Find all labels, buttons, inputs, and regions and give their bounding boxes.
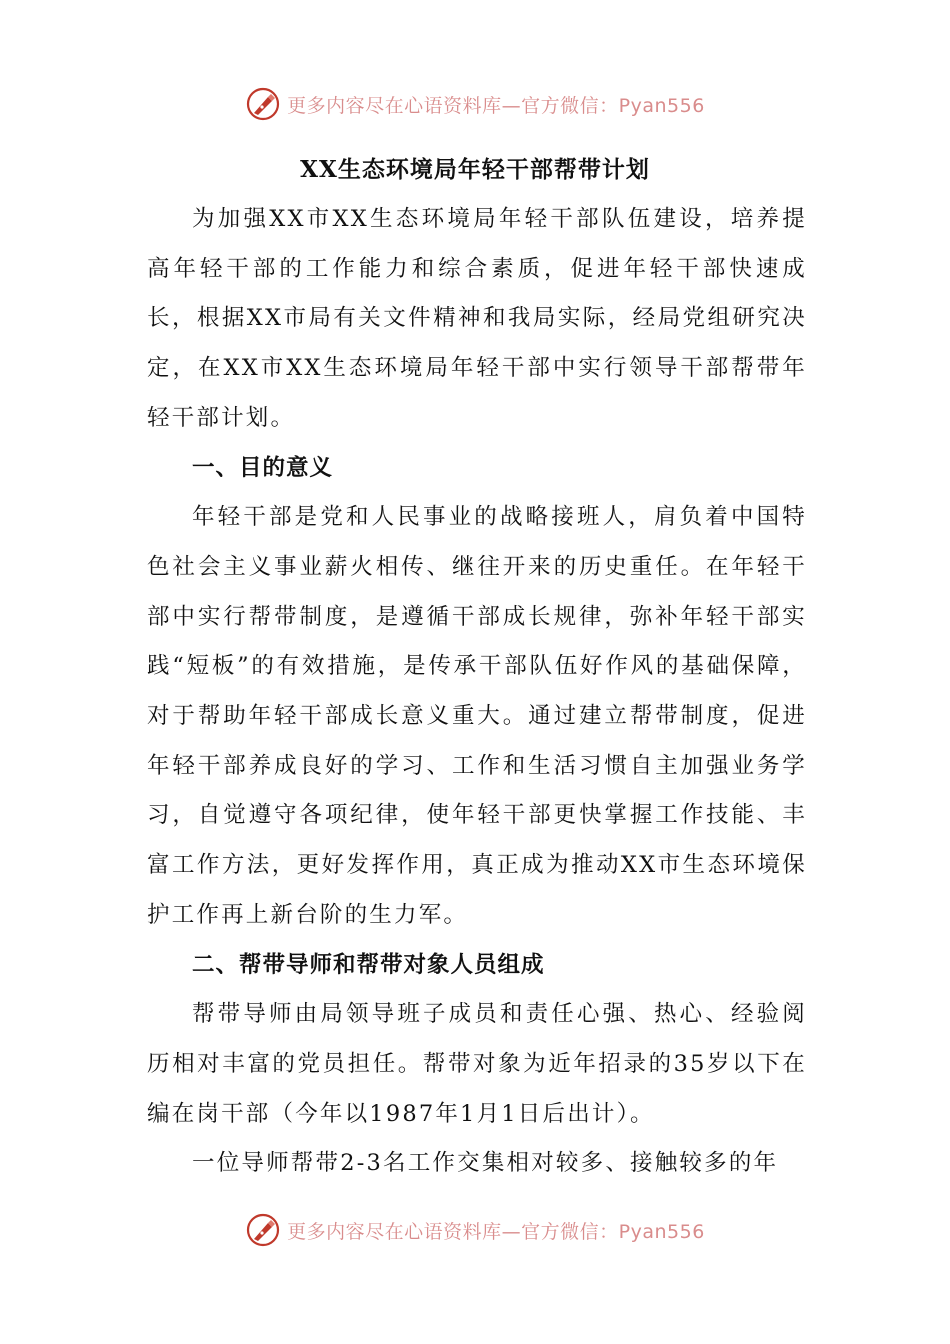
pen-nib-logo-icon <box>245 86 281 122</box>
watermark-text: 更多内容尽在心语资料库—官方微信：Pyan556 <box>287 94 705 117</box>
watermark-banner-bottom <box>0 1210 950 1250</box>
intro-paragraph: 为加强XX市XX生态环境局年轻干部队伍建设，培养提高年轻干部的工作能力和综合素质，促进年轻干部快速成长，根据XX市局有关文件精神和我局实际，经局党组研究决定，在XX市XX生态环境局年轻干部中实行领导干部帮带年轻干部计划。 <box>147 206 807 431</box>
mentor-ratio-paragraph: 一位导师帮带2-3名工作交集相对较多、接触较多的年 <box>192 1150 779 1177</box>
section-heading-composition: 二、帮带导师和帮带对象人员组成 <box>192 951 545 978</box>
watermark-text: 更多内容尽在心语资料库—官方微信：Pyan556 <box>287 1220 705 1243</box>
section-heading-purpose: 一、目的意义 <box>192 454 334 481</box>
pen-nib-logo-icon <box>245 1212 281 1248</box>
watermark-banner-top <box>0 84 950 124</box>
document-body <box>147 195 807 1189</box>
document-title: XX生态环境局年轻干部帮带计划 <box>300 156 650 183</box>
composition-paragraph: 帮带导师由局领导班子成员和责任心强、热心、经验阅历相对丰富的党员担任。帮带对象为近年招录的35岁以下在编在岗干部（今年以1987年1月1日后出计）。 <box>147 1001 807 1127</box>
purpose-paragraph: 年轻干部是党和人民事业的战略接班人，肩负着中国特色社会主义事业薪火相传、继往开来的历史重任。在年轻干部中实行帮带制度，是遵循干部成长规律，弥补年轻干部实践“短板”的有效措施，是传承干部队伍好作风的基础保障，对于帮助年轻干部成长意义重大。通过建立帮带制度，促进年轻干部养成良好的学习、工作和生活习惯自主加强业务学习，自觉遵守各项纪律，使年轻干部更快掌握工作技能、丰富工作方法，更好发挥作用，真正成为推动XX市生态环境保护工作再上新台阶的生力军。 <box>147 504 807 928</box>
